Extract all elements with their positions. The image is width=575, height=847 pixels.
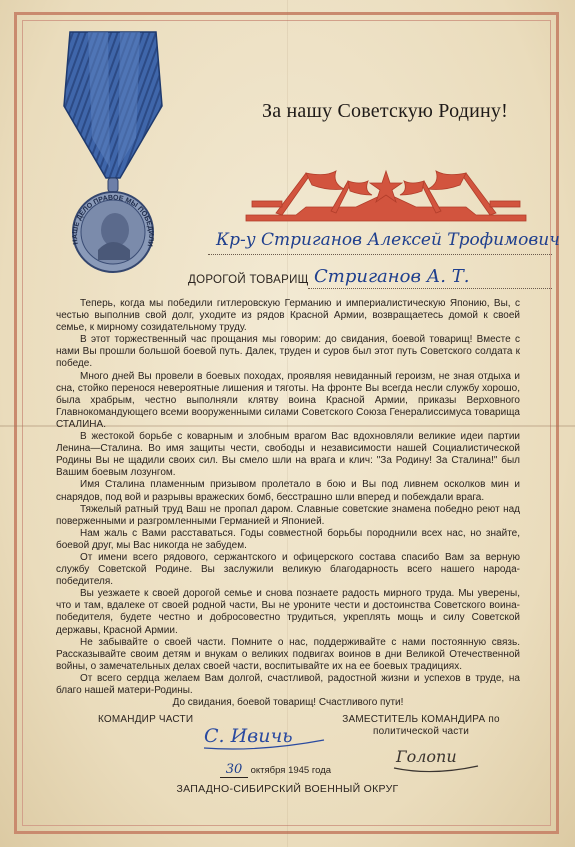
issue-date-day: 30: [220, 762, 248, 778]
body-paragraph: От имени всего рядового, сержантского и офицерского состава спасибо Вам за верную службу Советской Родине. Вы заслужили великую благодарность всего нашего народа-победителя.: [56, 551, 520, 588]
page-title: За нашу Советскую Родину!: [262, 100, 508, 122]
medal-inscription-text: НАШЕ ДЕЛО ПРАВОЕ МЫ ПОБЕДИЛИ: [71, 194, 155, 247]
recipient-handwritten-short: Стриганов А. Т.: [314, 266, 470, 287]
salutation-label: ДОРОГОЙ ТОВАРИЩ: [188, 274, 309, 286]
salutation-row: [186, 266, 552, 296]
closing-line: До свидания, боевой товарищ! Счастливого пути!: [172, 697, 404, 709]
body-paragraph: От всего сердца желаем Вам долгой, счастливой, радостной жизни и успехов в труде, на благо нашей матери-Родины.: [56, 672, 520, 696]
deputy-signature-text: Голопи: [396, 747, 457, 766]
recipient-line: [208, 226, 560, 258]
body-paragraph: Вы уезжаете к своей дорогой семье и снова познаете радость мирного труда. Мы уверены, что и там, вдалеке от своей родной части, Вы не уроните чести и достоинства Советского воина-победителя, будете честно и добросовестно трудиться, укреплять мощь и силу Советской державы, Красной Армии.: [56, 588, 520, 636]
medal-illustration: [48, 28, 178, 274]
deputy-commander-label: ЗАМЕСТИТЕЛЬ КОМАНДИРА по политической части: [342, 714, 500, 737]
commander-signature-text: С. Ивичь: [204, 725, 293, 747]
body-paragraph: Много дней Вы провели в боевых походах, проявляя невиданный героизм, не зная отдыха и сна, стойко перенося невероятные лишения и тяготы. На фронте Вы всегда несли службу хорошо, была храбрым, честно выполняли клятву воина Красной Армии, приказы Верховного Главнокомандующего всеми вооруженными силами Советского Союза Генералиссимуса товарища СТАЛИНА.: [56, 370, 520, 430]
body-paragraph: Имя Сталина пламенным призывом пролетало в бою и Вы под ливнем осколков мин и снарядов, под вой и разрывы вражеских бомб, бесстрашно шли вперед и побеждали врага.: [56, 479, 520, 503]
issue-date: [220, 762, 400, 778]
body-paragraph: В этот торжественный час прощания мы говорим: до свидания, боевой товарищ! Вместе с нами Вы прошли большой боевой путь. Далек, труден и суров был этот путь Советского солдата к победе.: [56, 334, 520, 370]
body-paragraph: Тяжелый ратный труд Ваш не пропал даром. Славные советские знамена победно реют над поверженными и разгромленными Германией и Японией.: [56, 503, 520, 527]
letter-body: [56, 298, 520, 709]
body-paragraph: Теперь, когда мы победили гитлеровскую Германию и империалистическую Японию, Вы, с честью выполнив свой долг, уходите из рядов Красной Армии, возвращаетесь домой к своей семье, к мирному созидательному труду.: [56, 298, 520, 334]
commander-label: КОМАНДИР ЧАСТИ: [98, 714, 194, 725]
deputy-signature: [392, 738, 482, 780]
flags-banner-ornament: [236, 163, 536, 225]
military-district: ЗАПАДНО-СИБИРСКИЙ ВОЕННЫЙ ОКРУГ: [176, 783, 399, 795]
body-paragraph: Не забывайте о своей части. Помните о нас, поддерживайте с нами постоянную связь. Рассказывайте своим детям и внукам о великих подвигах воинов в дни Великой Отечественной войны, о замечательных делах своей части, воспитывайте их на ее боевых традициях.: [56, 636, 520, 672]
recipient-dotted-line: [208, 254, 552, 255]
body-paragraph: Нам жаль с Вами расставаться. Годы совместной борьбы породнили всех нас, но знайте, боевой друг, мы Вас никогда не забудем.: [56, 527, 520, 551]
body-paragraph: В жестокой борьбе с коварным и злобным врагом Вас вдохновляли великие идеи партии Ленина—Сталина. Во имя защиты чести, свободы и независимости нашей Социалистической Родины Вы не щадили своих сил. Вы смело шли на врага и клич: "За Родину! За Сталина!" был Вашим боевым лозунгом.: [56, 431, 520, 479]
commander-signature: [200, 716, 330, 756]
issue-date-month-year: октября 1945 года: [250, 765, 332, 776]
salutation-dotted-line: [308, 288, 552, 289]
recipient-handwritten-name: Кр-у Стриганов Алексей Трофимович: [216, 230, 560, 250]
